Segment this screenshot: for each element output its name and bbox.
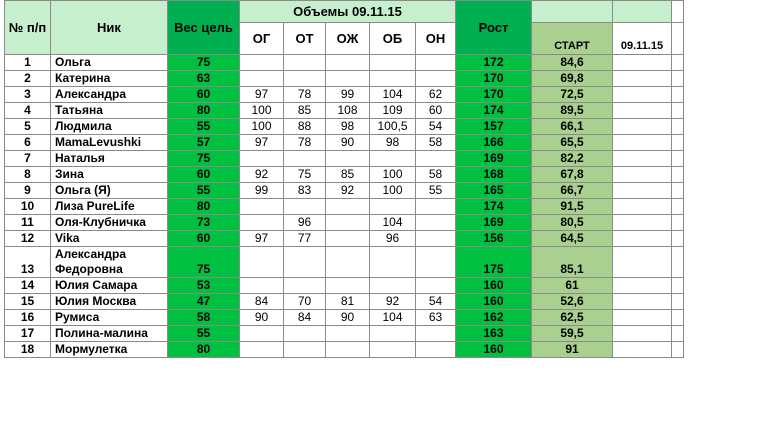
cell-start: 67,8: [532, 167, 613, 183]
cell-og: [240, 199, 284, 215]
cell-date: [613, 119, 672, 135]
cell-start: 66,7: [532, 183, 613, 199]
cell-og: 100: [240, 103, 284, 119]
cell-og: 92: [240, 167, 284, 183]
cell-start: 85,1: [532, 247, 613, 278]
cell-goal-weight: 75: [168, 247, 240, 278]
cell-nick: Румиса: [51, 310, 168, 326]
header-extra: [672, 1, 684, 23]
cell-start: 61: [532, 278, 613, 294]
table-row: [5, 183, 684, 199]
cell-num: 17: [5, 326, 51, 342]
table-row: [5, 342, 684, 358]
cell-ob: 100: [370, 167, 416, 183]
cell-date: [613, 310, 672, 326]
cell-date: [613, 326, 672, 342]
table-row: [5, 247, 684, 278]
cell-og: [240, 342, 284, 358]
header-ob: ОБ: [370, 23, 416, 55]
cell-extra: [672, 151, 684, 167]
cell-og: 84: [240, 294, 284, 310]
cell-ob: [370, 342, 416, 358]
cell-num: 18: [5, 342, 51, 358]
cell-ozh: [326, 231, 370, 247]
cell-height: 166: [456, 135, 532, 151]
cell-nick: Мормулетка: [51, 342, 168, 358]
cell-ob: 96: [370, 231, 416, 247]
cell-height: 156: [456, 231, 532, 247]
cell-ot: [284, 151, 326, 167]
cell-height: 168: [456, 167, 532, 183]
cell-og: 97: [240, 231, 284, 247]
cell-num: 4: [5, 103, 51, 119]
cell-extra: [672, 167, 684, 183]
cell-ot: 78: [284, 87, 326, 103]
cell-on: [416, 71, 456, 87]
cell-extra: [672, 119, 684, 135]
cell-num: 16: [5, 310, 51, 326]
cell-og: [240, 215, 284, 231]
cell-goal-weight: 53: [168, 278, 240, 294]
cell-goal-weight: 57: [168, 135, 240, 151]
cell-ozh: 81: [326, 294, 370, 310]
cell-num: 14: [5, 278, 51, 294]
cell-on: 55: [416, 183, 456, 199]
cell-extra: [672, 135, 684, 151]
cell-goal-weight: 80: [168, 342, 240, 358]
cell-ot: 96: [284, 215, 326, 231]
cell-ozh: [326, 71, 370, 87]
cell-ot: 75: [284, 167, 326, 183]
cell-ozh: 98: [326, 119, 370, 135]
cell-ob: 98: [370, 135, 416, 151]
header-num: № п/п: [5, 1, 51, 55]
cell-on: 60: [416, 103, 456, 119]
cell-height: 163: [456, 326, 532, 342]
cell-date: [613, 215, 672, 231]
cell-start: 91: [532, 342, 613, 358]
cell-ot: [284, 199, 326, 215]
cell-extra: [672, 199, 684, 215]
cell-nick: MamaLevushki: [51, 135, 168, 151]
cell-date: [613, 135, 672, 151]
cell-start: 72,5: [532, 87, 613, 103]
cell-num: 2: [5, 71, 51, 87]
cell-ob: [370, 199, 416, 215]
cell-num: 10: [5, 199, 51, 215]
cell-ob: [370, 151, 416, 167]
cell-nick: Ольга (Я): [51, 183, 168, 199]
cell-date: [613, 151, 672, 167]
table-row: [5, 278, 684, 294]
table-row: [5, 135, 684, 151]
cell-on: [416, 199, 456, 215]
cell-goal-weight: 75: [168, 55, 240, 71]
cell-ozh: 85: [326, 167, 370, 183]
cell-ot: 78: [284, 135, 326, 151]
cell-ozh: 90: [326, 310, 370, 326]
header-extra-2: [672, 23, 684, 55]
cell-ob: [370, 326, 416, 342]
cell-start: 52,6: [532, 294, 613, 310]
cell-goal-weight: 60: [168, 167, 240, 183]
cell-num: 12: [5, 231, 51, 247]
cell-ot: [284, 326, 326, 342]
cell-ot: 88: [284, 119, 326, 135]
cell-ot: [284, 247, 326, 278]
cell-og: [240, 326, 284, 342]
cell-ozh: [326, 215, 370, 231]
cell-on: 58: [416, 167, 456, 183]
cell-date: [613, 247, 672, 278]
cell-extra: [672, 294, 684, 310]
cell-date: [613, 231, 672, 247]
cell-ozh: [326, 247, 370, 278]
cell-num: 7: [5, 151, 51, 167]
cell-goal-weight: 60: [168, 87, 240, 103]
header-start: СТАРТ: [532, 23, 613, 55]
cell-ob: 104: [370, 310, 416, 326]
table-row: [5, 151, 684, 167]
cell-nick: Зина: [51, 167, 168, 183]
cell-goal-weight: 47: [168, 294, 240, 310]
cell-og: [240, 55, 284, 71]
cell-ob: [370, 278, 416, 294]
cell-ob: 100,5: [370, 119, 416, 135]
cell-ot: [284, 278, 326, 294]
table-row: [5, 326, 684, 342]
cell-ozh: 92: [326, 183, 370, 199]
cell-extra: [672, 87, 684, 103]
cell-height: 175: [456, 247, 532, 278]
cell-num: 13: [5, 247, 51, 278]
cell-og: 99: [240, 183, 284, 199]
cell-num: 1: [5, 55, 51, 71]
cell-ob: 104: [370, 87, 416, 103]
cell-extra: [672, 278, 684, 294]
cell-height: 169: [456, 215, 532, 231]
cell-nick: Юлия Самара: [51, 278, 168, 294]
cell-height: 169: [456, 151, 532, 167]
cell-extra: [672, 231, 684, 247]
header-nick: Ник: [51, 1, 168, 55]
cell-date: [613, 87, 672, 103]
cell-extra: [672, 183, 684, 199]
cell-on: [416, 247, 456, 278]
cell-nick: Александра Федоровна: [51, 247, 168, 278]
table-row: [5, 199, 684, 215]
cell-height: 160: [456, 342, 532, 358]
cell-goal-weight: 63: [168, 71, 240, 87]
cell-ot: 77: [284, 231, 326, 247]
header-ozh: ОЖ: [326, 23, 370, 55]
cell-extra: [672, 342, 684, 358]
cell-start: 62,5: [532, 310, 613, 326]
header-volumes: Объемы 09.11.15: [240, 1, 456, 23]
table-row: [5, 103, 684, 119]
cell-nick: Наталья: [51, 151, 168, 167]
cell-start: 66,1: [532, 119, 613, 135]
cell-nick: Оля-Клубничка: [51, 215, 168, 231]
cell-on: [416, 55, 456, 71]
cell-extra: [672, 310, 684, 326]
cell-num: 3: [5, 87, 51, 103]
cell-og: 97: [240, 87, 284, 103]
cell-height: 174: [456, 199, 532, 215]
cell-ot: 85: [284, 103, 326, 119]
cell-nick: Ольга: [51, 55, 168, 71]
cell-date: [613, 342, 672, 358]
cell-nick: Лиза PureLife: [51, 199, 168, 215]
header-on: ОН: [416, 23, 456, 55]
cell-extra: [672, 55, 684, 71]
table-row: [5, 55, 684, 71]
cell-ot: [284, 342, 326, 358]
cell-ot: 84: [284, 310, 326, 326]
table-row: [5, 294, 684, 310]
header-start-top: [532, 1, 613, 23]
cell-goal-weight: 73: [168, 215, 240, 231]
cell-extra: [672, 71, 684, 87]
cell-ob: 100: [370, 183, 416, 199]
cell-ozh: [326, 55, 370, 71]
cell-on: 63: [416, 310, 456, 326]
cell-on: 62: [416, 87, 456, 103]
cell-on: [416, 326, 456, 342]
cell-date: [613, 294, 672, 310]
cell-num: 8: [5, 167, 51, 183]
cell-num: 5: [5, 119, 51, 135]
cell-ozh: 108: [326, 103, 370, 119]
cell-ob: [370, 71, 416, 87]
cell-nick: Vika: [51, 231, 168, 247]
cell-start: 89,5: [532, 103, 613, 119]
cell-start: 91,5: [532, 199, 613, 215]
cell-on: [416, 151, 456, 167]
cell-og: [240, 71, 284, 87]
cell-extra: [672, 215, 684, 231]
cell-ot: 70: [284, 294, 326, 310]
weight-tracking-table: [4, 0, 684, 358]
cell-height: 172: [456, 55, 532, 71]
cell-on: 54: [416, 119, 456, 135]
cell-og: 90: [240, 310, 284, 326]
cell-height: 160: [456, 294, 532, 310]
cell-nick: Полина-малина: [51, 326, 168, 342]
cell-start: 84,6: [532, 55, 613, 71]
cell-goal-weight: 80: [168, 103, 240, 119]
cell-ozh: [326, 199, 370, 215]
cell-goal-weight: 58: [168, 310, 240, 326]
cell-start: 64,5: [532, 231, 613, 247]
cell-ozh: [326, 342, 370, 358]
header-goal-weight: Вес цель: [168, 1, 240, 55]
cell-height: 170: [456, 71, 532, 87]
cell-ot: 83: [284, 183, 326, 199]
cell-date: [613, 55, 672, 71]
cell-height: 157: [456, 119, 532, 135]
cell-num: 9: [5, 183, 51, 199]
header-ot: ОТ: [284, 23, 326, 55]
cell-nick: Людмила: [51, 119, 168, 135]
cell-start: 65,5: [532, 135, 613, 151]
cell-goal-weight: 55: [168, 183, 240, 199]
cell-ozh: [326, 326, 370, 342]
cell-nick: Татьяна: [51, 103, 168, 119]
cell-date: [613, 199, 672, 215]
cell-ot: [284, 71, 326, 87]
cell-ozh: 99: [326, 87, 370, 103]
table-row: [5, 119, 684, 135]
cell-ob: 109: [370, 103, 416, 119]
cell-nick: Юлия Москва: [51, 294, 168, 310]
table-row: [5, 231, 684, 247]
cell-date: [613, 103, 672, 119]
cell-height: 170: [456, 87, 532, 103]
cell-ozh: [326, 151, 370, 167]
cell-ob: [370, 55, 416, 71]
cell-num: 15: [5, 294, 51, 310]
cell-goal-weight: 75: [168, 151, 240, 167]
cell-start: 80,5: [532, 215, 613, 231]
cell-start: 69,8: [532, 71, 613, 87]
cell-goal-weight: 55: [168, 119, 240, 135]
cell-ot: [284, 55, 326, 71]
table-body: [5, 55, 684, 358]
table-row: [5, 87, 684, 103]
cell-nick: Александра: [51, 87, 168, 103]
cell-og: 97: [240, 135, 284, 151]
header-date-top: [613, 1, 672, 23]
cell-num: 6: [5, 135, 51, 151]
cell-date: [613, 167, 672, 183]
cell-extra: [672, 247, 684, 278]
cell-on: [416, 342, 456, 358]
cell-extra: [672, 103, 684, 119]
cell-og: [240, 247, 284, 278]
cell-nick: Катерина: [51, 71, 168, 87]
cell-ob: 104: [370, 215, 416, 231]
cell-goal-weight: 55: [168, 326, 240, 342]
cell-on: 54: [416, 294, 456, 310]
cell-height: 174: [456, 103, 532, 119]
cell-og: [240, 278, 284, 294]
cell-og: [240, 151, 284, 167]
cell-on: [416, 215, 456, 231]
header-height: Рост: [456, 1, 532, 55]
cell-start: 59,5: [532, 326, 613, 342]
table-row: [5, 71, 684, 87]
cell-start: 82,2: [532, 151, 613, 167]
cell-goal-weight: 60: [168, 231, 240, 247]
cell-height: 165: [456, 183, 532, 199]
cell-on: [416, 278, 456, 294]
cell-height: 160: [456, 278, 532, 294]
table-row: [5, 167, 684, 183]
table-row: [5, 310, 684, 326]
cell-ozh: 90: [326, 135, 370, 151]
cell-ob: [370, 247, 416, 278]
cell-num: 11: [5, 215, 51, 231]
cell-extra: [672, 326, 684, 342]
cell-on: [416, 231, 456, 247]
cell-ob: 92: [370, 294, 416, 310]
cell-date: [613, 278, 672, 294]
cell-goal-weight: 80: [168, 199, 240, 215]
cell-date: [613, 183, 672, 199]
table-row: [5, 215, 684, 231]
cell-og: 100: [240, 119, 284, 135]
header-date: 09.11.15: [613, 23, 672, 55]
cell-date: [613, 71, 672, 87]
header-og: ОГ: [240, 23, 284, 55]
cell-ozh: [326, 278, 370, 294]
cell-height: 162: [456, 310, 532, 326]
cell-on: 58: [416, 135, 456, 151]
